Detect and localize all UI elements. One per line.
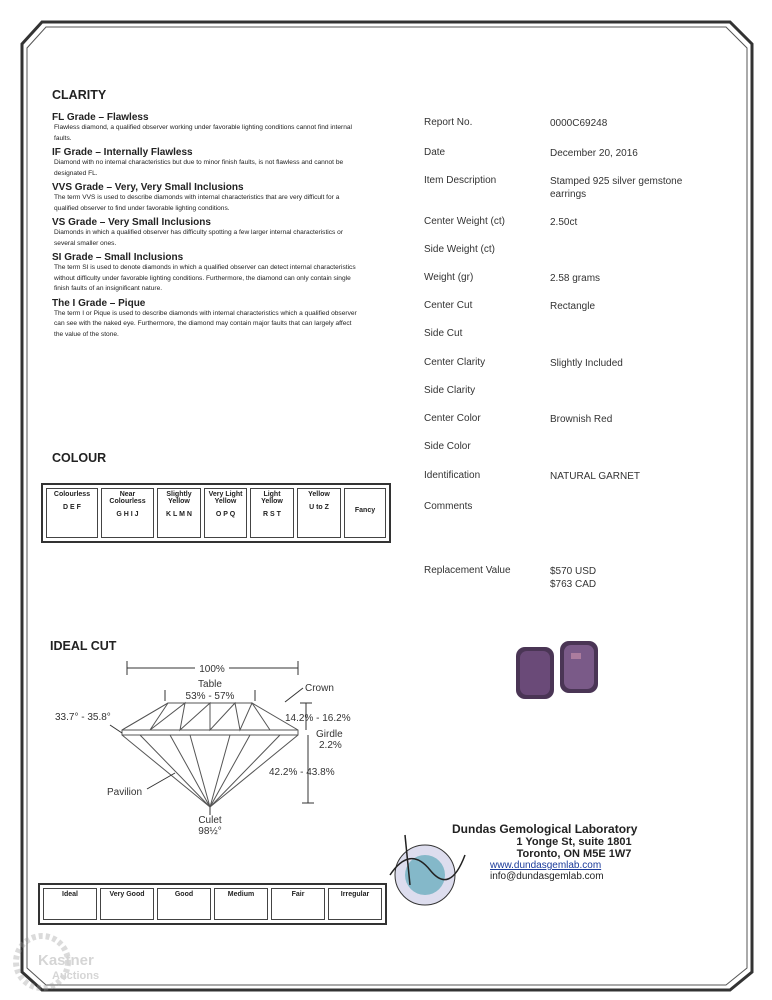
replacement-cad: $763 CAD: [550, 579, 597, 590]
ideal-cut-title: IDEAL CUT: [50, 639, 117, 653]
crown-angle-label: 33.7° - 35.8°: [55, 712, 111, 723]
colour-grade-name: Very Light Yellow: [208, 491, 243, 505]
clarity-grade-title: SI Grade – Small Inclusions: [52, 252, 184, 263]
lab-website-link[interactable]: www.dundasgemlab.com: [490, 860, 602, 871]
clarity-grade-text: Diamonds in which a qualified observer has difficulty spotting a few larger internal characteristics or several smaller ones.: [54, 229, 344, 247]
cut-grade-cell: Medium: [214, 888, 268, 920]
colour-grade-cell: [46, 488, 98, 538]
lab-address-2: Toronto, ON M5E 1W7: [516, 848, 632, 860]
diamond-cut-diagram: [50, 655, 370, 840]
table-label: Table: [198, 679, 222, 690]
crown-label: Crown: [305, 683, 334, 694]
lab-email[interactable]: info@dundasgemlab.com: [490, 871, 604, 882]
clarity-title: CLARITY: [52, 88, 107, 102]
watermark-line1: Kastner: [38, 952, 94, 969]
colour-grade-letters: R S T: [263, 511, 281, 518]
clarity-grade-title: IF Grade – Internally Flawless: [52, 147, 193, 158]
colour-grade-name: Slightly Yellow: [166, 491, 192, 505]
colour-grade-letters: K L M N: [166, 511, 192, 518]
colour-grade-name: Fancy: [354, 506, 376, 514]
colour-grade-cell: [204, 488, 247, 538]
colour-grade-letters: O P Q: [215, 511, 236, 518]
culet-label: Culet: [198, 815, 222, 826]
clarity-grade-title: The I Grade – Pique: [52, 297, 146, 309]
colour-grade-cell: [297, 488, 341, 538]
clarity-grade-title: FL Grade – Flawless: [52, 112, 149, 123]
clarity-grade-text: The term VVS is used to describe diamonds with internal characteristics that are very difficult for a qualified observer to find under favorable lighting conditions.: [54, 194, 340, 212]
colour-grade-table: [41, 483, 391, 543]
cut-grade-cell: Ideal: [43, 888, 97, 920]
earrings-photo: [508, 635, 608, 710]
colour-grade-name: Light Yellow: [261, 491, 283, 505]
watermark-line2: Auctions: [52, 970, 100, 982]
clarity-grade-text: The term SI is used to denote diamonds in which a qualified observer can detect internal characteristics without difficulty under favorable lighting conditions. Furthermore, the diamond can only contain single finish faults of an insignificant nature.: [54, 264, 356, 292]
cut-grade-cell: Fair: [271, 888, 325, 920]
colour-grade-cell: [157, 488, 201, 538]
girdle-value: 2.2%: [319, 740, 342, 751]
clarity-grade-text: The term I or Pique is used to describe diamonds with internal characteristics which a qualified observer can see with the naked eye. Furthermore, the diamond may contain major faults that can largely affect the value of the stone.: [54, 309, 357, 338]
clarity-grade-title: VS Grade – Very Small Inclusions: [52, 217, 211, 228]
colour-grade-letters: G H I J: [116, 511, 139, 518]
crown-height-label: 14.2% - 16.2%: [285, 713, 351, 724]
kastner-watermark: [12, 932, 112, 994]
colour-grade-name: Near Colourless: [109, 491, 146, 505]
pavilion-label: Pavilion: [107, 787, 143, 798]
replacement-usd: $570 USD: [550, 566, 597, 577]
lab-address-1: 1 Yonge St, suite 1801: [516, 836, 632, 848]
clarity-grade-text: Flawless diamond, a qualified observer working under favorable lighting conditions cannot find internal faults.: [54, 124, 352, 142]
colour-title: COLOUR: [52, 451, 107, 465]
colour-grade-name: Colourless: [53, 491, 91, 498]
colour-grade-letters: D E F: [63, 504, 81, 511]
colour-grade-name: Yellow: [308, 491, 330, 498]
colour-grade-cell: [101, 488, 154, 538]
pavilion-depth-label: 42.2% - 43.8%: [269, 767, 335, 778]
colour-grade-cell: [344, 488, 386, 538]
clarity-grade-title: VVS Grade – Very, Very Small Inclusions: [52, 182, 244, 193]
girdle-label: Girdle: [316, 729, 343, 740]
table-range-label: 53% - 57%: [185, 691, 235, 702]
cut-grade-table: [38, 883, 387, 925]
culet-value: 98½°: [198, 826, 222, 837]
cut-grade-cell: Irregular: [328, 888, 382, 920]
cut-grade-cell: Very Good: [100, 888, 154, 920]
lab-info: [452, 822, 692, 882]
colour-grade-letters: U to Z: [309, 504, 329, 511]
clarity-section: [52, 88, 362, 340]
lab-name: Dundas Gemological Laboratory: [452, 822, 638, 836]
colour-grade-cell: [250, 488, 294, 538]
width-label: 100%: [199, 664, 225, 675]
cut-grade-cell: Good: [157, 888, 211, 920]
clarity-grade-text: Diamond with no internal characteristics but due to minor finish faults, is not flawless and cannot be designated FL.: [54, 159, 344, 177]
